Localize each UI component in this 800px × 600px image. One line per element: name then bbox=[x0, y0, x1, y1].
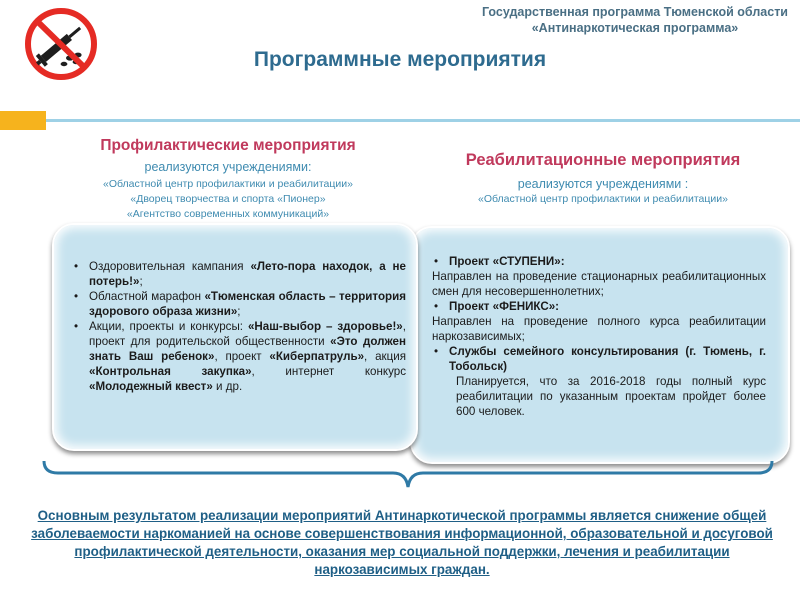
reh-institution: «Областной центр профилактики и реабилитации» bbox=[478, 193, 728, 205]
prof-institution: «Областной центр профилактики и реабилитации» bbox=[103, 178, 353, 190]
prof-institutions bbox=[48, 177, 408, 222]
header-line-1: Государственная программа Тюменской области bbox=[481, 5, 788, 19]
list-item: • Службы семейного консультирования (г. Тюмень, г. Тобольск) bbox=[434, 345, 766, 373]
prof-institution: «Дворец творчества и спорта «Пионер» bbox=[130, 193, 326, 205]
grouping-brace bbox=[38, 457, 778, 497]
project-stupeni-title: Проект «СТУПЕНИ»: bbox=[449, 255, 565, 268]
page-title: Программные мероприятия bbox=[253, 48, 547, 71]
prof-institution: «Агентство современных коммуникаций» bbox=[126, 208, 330, 220]
rehabilitation-panel bbox=[410, 226, 790, 464]
prof-title: Профилактические мероприятия bbox=[100, 137, 356, 154]
blue-divider-line bbox=[46, 119, 800, 122]
list-item: • Проект «СТУПЕНИ»: bbox=[434, 255, 565, 268]
rehabilitation-list bbox=[432, 254, 766, 419]
family-services-text: Планируется, что за 2016-2018 годы полный курс реабилитации по указанным проектам пройдет более 600 человек. bbox=[456, 375, 766, 418]
conclusion-link[interactable]: Основным результатом реализации мероприятий Антинаркотической программы является снижение общей заболеваемости наркоманией на основе совершенствования информационной, образовательной и досуговой профилактической деятельности, оказания мер социальной поддержки, лечения и реабилитации наркозависимых граждан. bbox=[31, 508, 773, 577]
prevention-list bbox=[72, 259, 406, 394]
header-line-2: «Антинаркотическая программа» bbox=[531, 21, 739, 35]
list-item: • Акции, проекты и конкурсы: «Наш-выбор – здоровье!», проект для родительской общественности «Это должен знать Ваш ребенок», проект «Киберпатруль», акция «Контрольная закупка», интернет конкурс «Молодежный квест» и др. bbox=[74, 320, 407, 393]
list-item: • Областной марафон «Тюменская область – территория здорового образа жизни»; bbox=[74, 290, 407, 318]
family-services-title: Службы семейного консультирования (г. Тюмень, г. Тобольск) bbox=[449, 345, 766, 373]
prof-subtitle: реализуются учреждениями: bbox=[144, 160, 312, 174]
project-feniks-title: Проект «ФЕНИКС»: bbox=[449, 300, 560, 313]
list-item: • Проект «ФЕНИКС»: bbox=[434, 300, 560, 313]
project-stupeni-text: Направлен на проведение стационарных реабилитационных смен для несовершеннолетних; bbox=[432, 270, 766, 298]
list-item: • Оздоровительная кампания «Лето-пора находок, а не потерь!»; bbox=[74, 260, 406, 288]
program-header bbox=[482, 4, 788, 36]
prevention-panel bbox=[52, 223, 418, 451]
orange-accent-bar bbox=[0, 111, 46, 130]
project-feniks-text: Направлен на проведение полного курса реабилитации наркозависимых; bbox=[432, 315, 766, 343]
reh-subtitle: реализуются учреждениями : bbox=[517, 177, 689, 191]
reh-title: Реабилитационные мероприятия bbox=[465, 151, 741, 169]
